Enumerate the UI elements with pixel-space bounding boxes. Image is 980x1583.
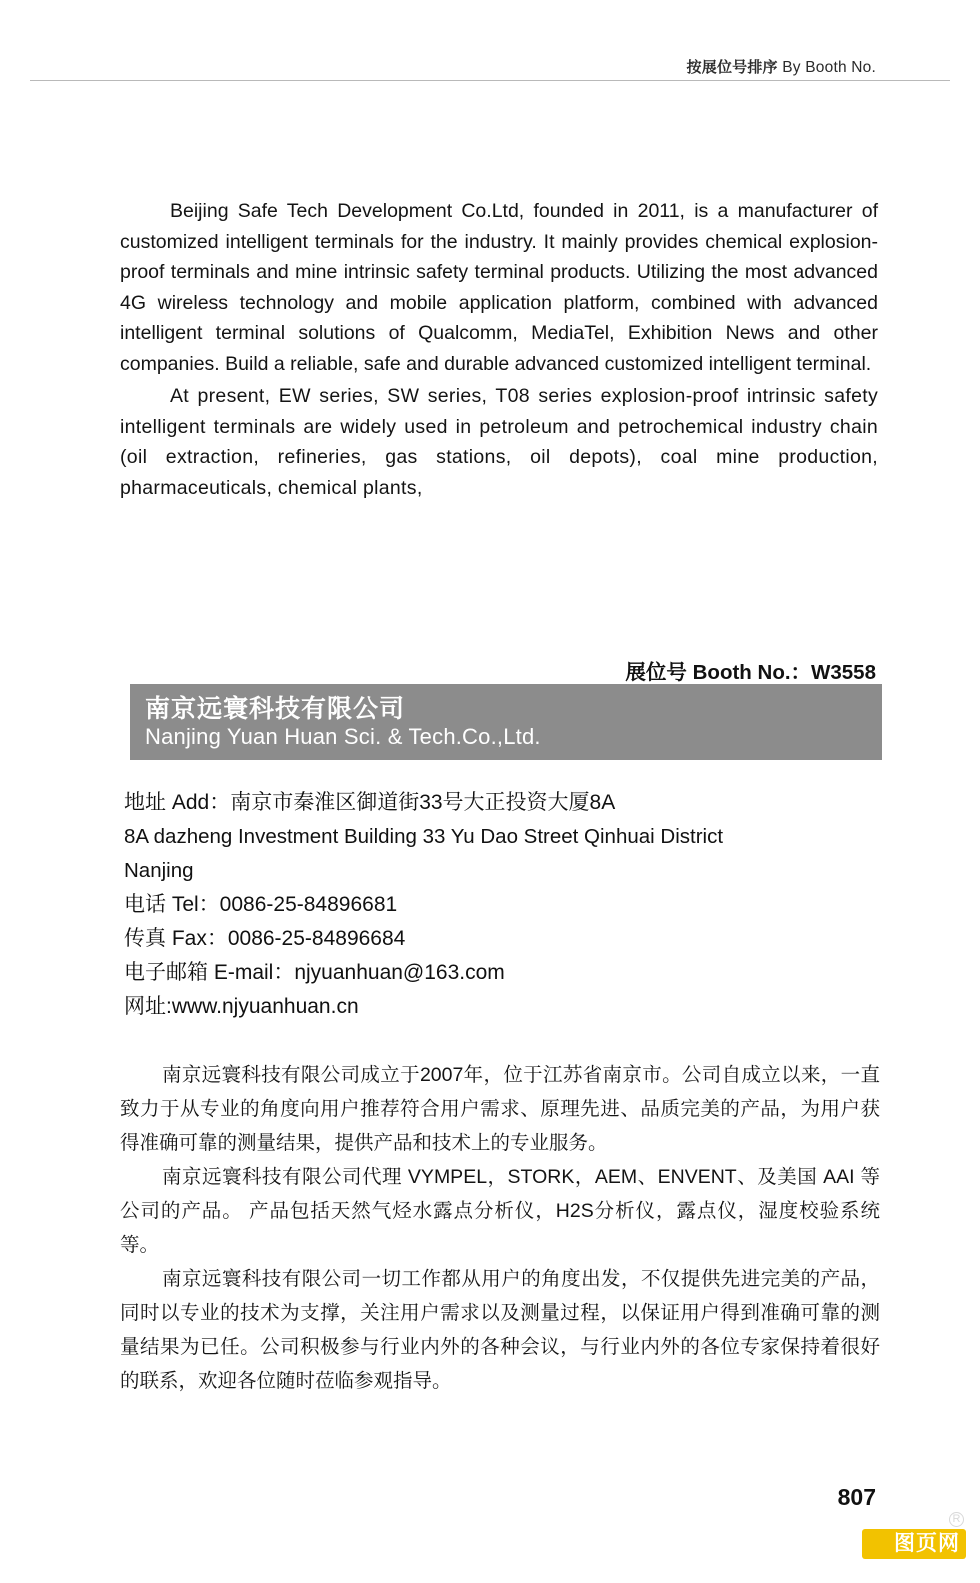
contact-fax: 传真 Fax：0086-25-84896684 [124, 927, 406, 950]
registered-mark-icon: R [949, 1512, 964, 1527]
cn-paragraph-3: 南京远寰科技有限公司一切工作都从用户的角度出发，不仅提供先进完美的产品，同时以专业的技术为支撑，关注用户需求以及测量过程，以保证用户得到准确可靠的测量结果为已任。公司积极参与行业内外的各种会议，与行业内外的各位专家保持着很好的联系，欢迎各位随时莅临参观指导。 [120, 1268, 880, 1392]
chinese-body-block [120, 1058, 880, 1398]
contact-address-en-line1: 8A dazheng Investment Building 33 Yu Dao Street Qinhuai District [124, 825, 724, 848]
contact-address-cn: 地址 Add：南京市秦淮区御道街33号大正投资大厦8A [124, 791, 616, 814]
page-header [0, 52, 980, 84]
booth-number: 展位号 Booth No.：W3558 [625, 661, 876, 684]
header-label-en: By Booth No. [782, 59, 876, 76]
cn-paragraph-2: 南京远寰科技有限公司代理 VYMPEL，STORK，AEM、ENVENT、及美国 AAI 等公司的产品。 产品包括天然气烃水露点分析仪，H2S分析仪，露点仪，湿度校验系统等。 [120, 1166, 880, 1256]
contact-website: 网址:www.njyuanhuan.cn [124, 995, 359, 1018]
contact-email: 电子邮箱 E-mail：njyuanhuan@163.com [124, 961, 505, 984]
company-name-cn: 南京远寰科技有限公司 [145, 695, 406, 723]
header-divider [30, 80, 950, 81]
watermark [854, 1513, 966, 1575]
header-label-cn: 按展位号排序 [686, 59, 778, 76]
company-name-en: Nanjing Yuan Huan Sci. & Tech.Co.,Ltd. [145, 724, 541, 749]
contact-block [124, 786, 880, 1024]
company-name-banner [130, 684, 882, 760]
watermark-text: 图页网 [894, 1532, 960, 1555]
english-intro-block [120, 196, 878, 503]
intro-paragraph-2: At present, EW series, SW series, T08 series explosion-proof intrinsic safety intelligent terminals are widely used in petroleum and petrochemical industry chain (oil extraction, refineries, gas stations, oil depots), coal mine production, pharmaceuticals, chemical plants, [120, 385, 878, 499]
header-label [687, 56, 876, 77]
page-number: 807 [837, 1484, 876, 1510]
cn-paragraph-1: 南京远寰科技有限公司成立于2007年，位于江苏省南京市。公司自成立以来，一直致力于从专业的角度向用户推荐符合用户需求、原理先进、品质完美的产品，为用户获得准确可靠的测量结果，提供产品和技术上的专业服务。 [120, 1064, 880, 1154]
contact-tel: 电话 Tel：0086-25-84896681 [124, 893, 398, 916]
intro-paragraph-1: Beijing Safe Tech Development Co.Ltd, founded in 2011, is a manufacturer of customized intelligent terminals for the industry. It mainly provides chemical explosion-proof terminals and mine intrinsic safety terminal products. Utilizing the most advanced 4G wireless technology and mobile application platform, combined with advanced intelligent terminal solutions of Qualcomm, MediaTel, Exhibition News and other companies. Build a reliable, safe and durable advanced customized intelligent terminal. [120, 200, 878, 375]
contact-address-en-line2: Nanjing [124, 859, 194, 882]
